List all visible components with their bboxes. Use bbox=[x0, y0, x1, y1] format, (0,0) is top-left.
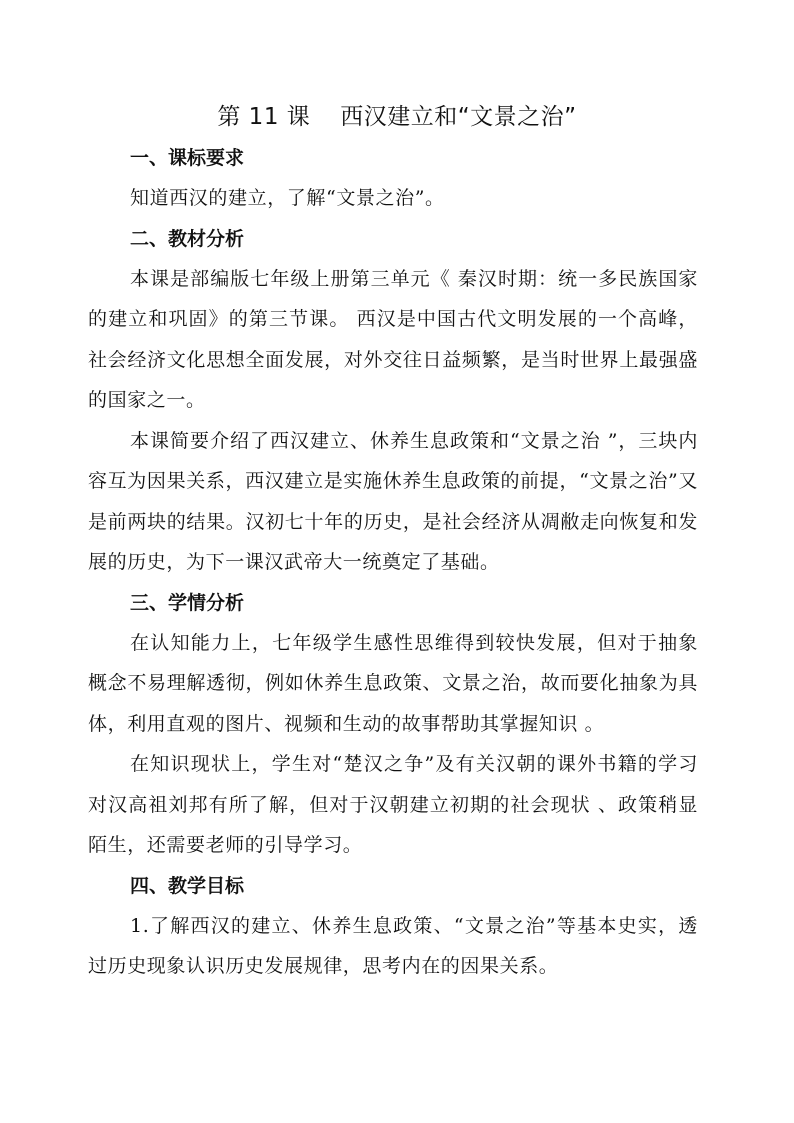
section-learner-analysis bbox=[88, 583, 698, 866]
lesson-name: 西汉建立和“文景之治” bbox=[340, 104, 577, 130]
section-heading: 三、学情分析 bbox=[130, 591, 245, 614]
section-heading: 一、课标要求 bbox=[130, 147, 245, 169]
paragraph: 1.了解西汉的建立、休养生息政策、“文景之治”等基本史实，透过历史现象认识历史发展规律，思考内在的因果关系。 bbox=[88, 914, 698, 977]
lesson-number: 第 11 课 bbox=[217, 104, 311, 130]
paragraph: 本课是部编版七年级上册第三单元《 秦汉时期：统一多民族国家的建立和巩固》的第三节课。 西汉是中国古代文明发展的一个高峰，社会经济文化思想全面发展，对外交往日益频繁，是当时世界上最强盛的国家之一。 bbox=[88, 267, 698, 411]
paragraph: 知道西汉的建立，了解“文景之治”。 bbox=[130, 187, 445, 209]
paragraph: 在知识现状上，学生对“楚汉之争”及有关汉朝的课外书籍的学习对汉高祖刘邦有所了解，但对于汉朝建立初期的社会现状 、政策稍显陌生，还需要老师的引导学习。 bbox=[88, 753, 698, 856]
section-textbook-analysis bbox=[88, 219, 698, 583]
page-title bbox=[0, 98, 794, 131]
section-standards bbox=[88, 138, 698, 219]
section-heading: 二、教材分析 bbox=[130, 227, 245, 250]
paragraph: 在认知能力上，七年级学生感性思维得到较快发展，但对于抽象概念不易理解透彻，例如休养生息政策、文景之治，故而要化抽象为具体，利用直观的图片、视频和生动的故事帮助其掌握知识 。 bbox=[88, 631, 698, 735]
section-teaching-objectives bbox=[88, 866, 698, 987]
paragraph: 本课简要介绍了西汉建立、休养生息政策和“文景之治 ”，三块内容互为因果关系，西汉建立是实施休养生息政策的前提，“文景之治”又是前两块的结果。汉初七十年的历史，是社会经济从凋敝走向恢复和发展的历史，为下一课汉武帝大一统奠定了基础。 bbox=[88, 429, 698, 573]
section-heading: 四、教学目标 bbox=[130, 874, 245, 897]
document-body bbox=[88, 138, 698, 987]
